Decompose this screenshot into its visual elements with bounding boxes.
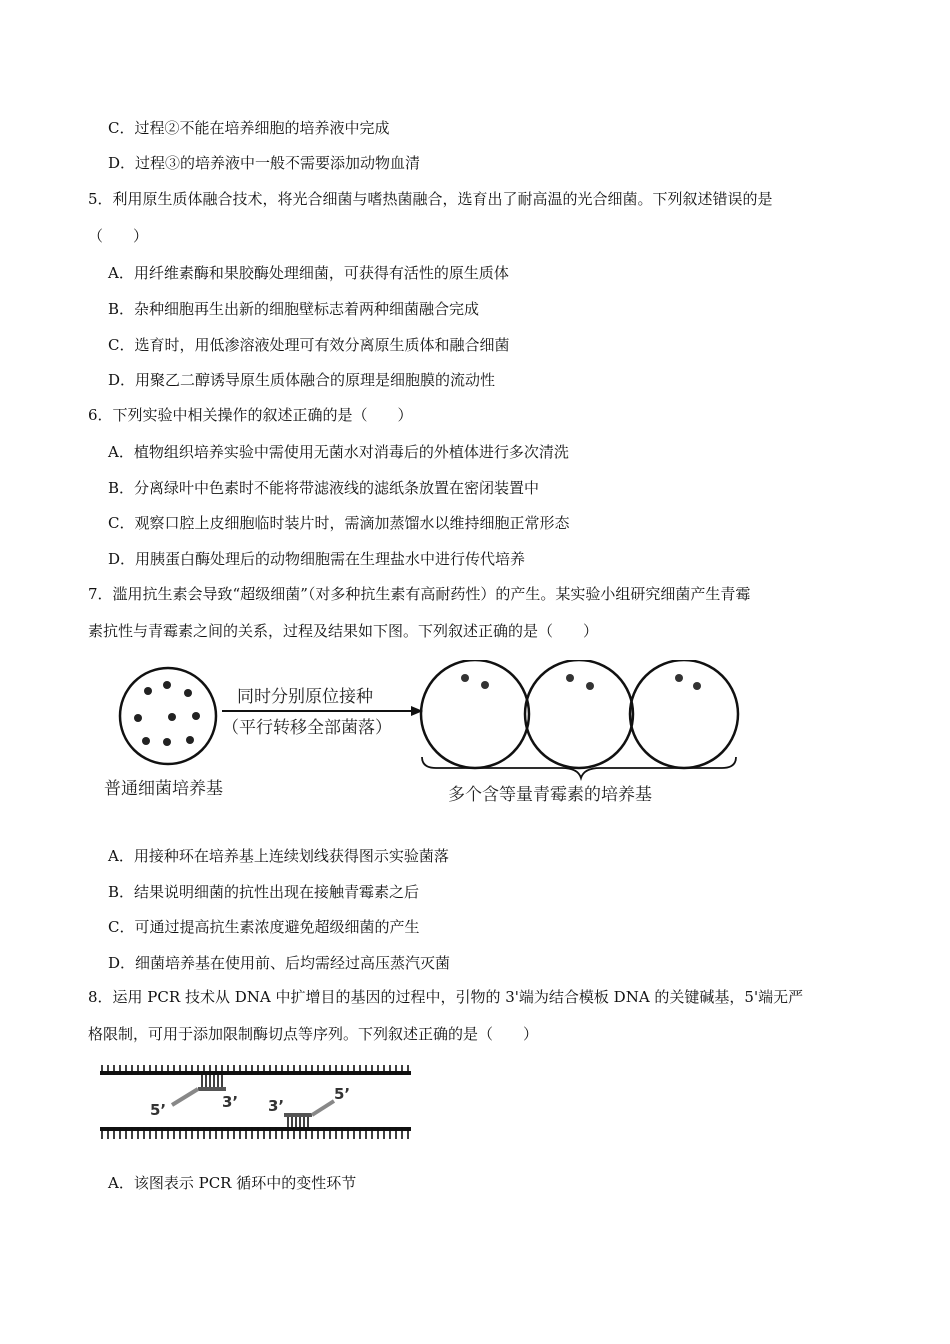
q8-option-a: A．该图表示 PCR 循环中的变性环节 — [108, 1174, 357, 1192]
q7-stem-line1: 7．滥用抗生素会导致“超级细菌”（对多种抗生素有高耐药性）的产生。某实验小组研究细菌产生青霉 — [88, 585, 751, 603]
primer-2 — [284, 1101, 334, 1127]
bacterial-colonies — [134, 681, 200, 746]
q6-stem: 6．下列实验中相关操作的叙述正确的是（ ） — [88, 406, 413, 424]
arrow-label-top: 同时分别原位接种 — [237, 687, 373, 707]
primer-1 — [172, 1075, 226, 1105]
q8-stem-line1: 8．运用 PCR 技术从 DNA 中扩增目的基因的过程中，引物的 3'端为结合模板 DNA 的关键碱基，5'端无严 — [88, 988, 804, 1006]
template-strand-bottom — [100, 1127, 411, 1131]
q8-stem-line2: 格限制，可用于添加限制酶切点等序列。下列叙述正确的是（ ） — [88, 1025, 539, 1043]
arrow-label-bottom: （平行转移全部菌落） — [222, 718, 392, 738]
primer-1-3prime-label: 3’ — [222, 1093, 239, 1111]
q7-option-b: B．结果说明细菌的抗性出现在接触青霉素之后 — [108, 883, 420, 901]
q6-option-a: A．植物组织培养实验中需使用无菌水对消毒后的外植体进行多次清洗 — [108, 443, 569, 461]
q7-figure — [100, 660, 750, 810]
q7-option-c: C．可通过提高抗生素浓度避免超级细菌的产生 — [108, 918, 420, 936]
penicillin-plates-label: 多个含等量青霉素的培养基 — [448, 785, 652, 805]
q5-option-a: A．用纤维素酶和果胶酶处理细菌，可获得有活性的原生质体 — [108, 264, 509, 282]
ordinary-plate-label: 普通细菌培养基 — [104, 779, 223, 799]
q5-option-c: C．选育时，用低渗溶液处理可有效分离原生质体和融合细菌 — [108, 336, 510, 354]
penicillin-plate-2 — [525, 660, 633, 768]
primer-1-5prime-label: 5’ — [150, 1101, 167, 1119]
penicillin-plate-3 — [630, 660, 738, 768]
template-strand-top — [100, 1071, 411, 1075]
q4-option-c: C．过程②不能在培养细胞的培养液中完成 — [108, 119, 390, 137]
penicillin-plate-1 — [421, 660, 529, 768]
q6-option-d: D．用胰蛋白酶处理后的动物细胞需在生理盐水中进行传代培养 — [108, 550, 526, 568]
primer-2-5prime-label: 5’ — [334, 1085, 351, 1103]
q7-stem-line2: 素抗性与青霉素之间的关系，过程及结果如下图。下列叙述正确的是（ ） — [88, 622, 599, 640]
q5-stem-line2: （ ） — [88, 227, 149, 245]
primer-2-3prime-label: 3’ — [268, 1097, 285, 1115]
q6-option-c: C．观察口腔上皮细胞临时装片时，需滴加蒸馏水以维持细胞正常形态 — [108, 514, 570, 532]
q5-stem-line1: 5．利用原生质体融合技术，将光合细菌与嗜热菌融合，选育出了耐高温的光合细菌。下列叙述错误的是 — [88, 190, 773, 208]
q8-pcr-figure — [98, 1063, 418, 1141]
q5-option-d: D．用聚乙二醇诱导原生质体融合的原理是细胞膜的流动性 — [108, 371, 496, 389]
q4-option-d: D．过程③的培养液中一般不需要添加动物血清 — [108, 154, 421, 172]
q6-option-b: B．分离绿叶中色素时不能将带滤液线的滤纸条放置在密闭装置中 — [108, 479, 540, 497]
q7-option-a: A．用接种环在培养基上连续划线获得图示实验菌落 — [108, 847, 449, 865]
q7-option-d: D．细菌培养基在使用前、后均需经过高压蒸汽灭菌 — [108, 954, 451, 972]
q5-option-b: B．杂种细胞再生出新的细胞壁标志着两种细菌融合完成 — [108, 300, 480, 318]
